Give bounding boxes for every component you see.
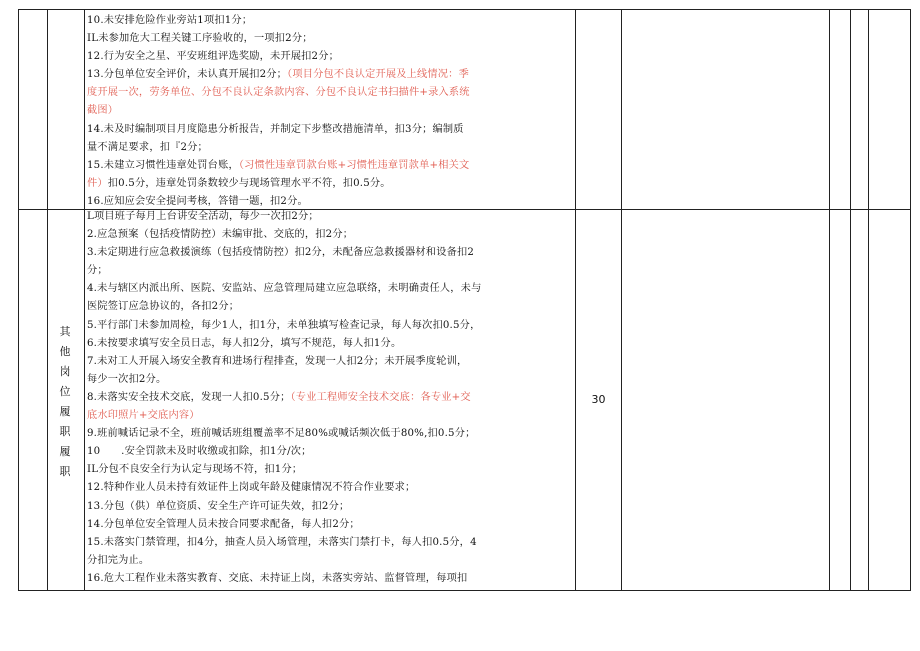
- category-label-vertical: [56, 322, 74, 482]
- criteria-text: 12.特种作业人员未持有效证件上岗或年龄及健康情况不符合作业要求；: [87, 482, 416, 494]
- criteria-line: [87, 407, 575, 425]
- category-label-char: 履: [59, 445, 71, 458]
- category-label-char: 履: [59, 405, 71, 418]
- criteria-line: [87, 425, 575, 443]
- table-top-border: [18, 9, 911, 10]
- criteria-text: 2.应急预案（包括疫情防控）未编审批、交底的，扣2分；: [87, 229, 354, 241]
- criteria-text: 9.班前喊话记录不全，班前喊话班组覆盖率不足80%或喊话频次低于80%,扣0.5分；: [87, 428, 476, 440]
- criteria-text: 7.未对工人开展入场安全教育和进场行程排查，发现一人扣2分；未开展季度轮训，: [87, 355, 468, 367]
- col-border-6: [850, 9, 851, 591]
- criteria-note: 截图）: [87, 105, 119, 117]
- criteria-line: [87, 12, 575, 30]
- category-label-char: 职: [59, 425, 71, 438]
- col-border-7: [868, 9, 869, 591]
- criteria-line: [87, 534, 575, 552]
- criteria-line: [87, 389, 575, 407]
- criteria-note: 件）: [87, 177, 108, 189]
- criteria-line: [87, 48, 575, 66]
- col-border-4: [621, 9, 622, 591]
- criteria-note: 度开展一次，劳务单位、分包不良认定条款内容、分包不良认定书扫描件+录入系统: [87, 87, 470, 99]
- category-label-char: 他: [59, 345, 71, 358]
- criteria-text: 3.未定期进行应急救援演练（包括疫情防控）扣2分，未配备应急救援器材和设备扣2: [87, 247, 475, 259]
- criteria-text: 12.行为安全之星、平安班组评选奖励，未开展扣2分；: [87, 51, 340, 63]
- criteria-text: 8.未落实安全技术交底，发现一人扣0.5分；: [87, 391, 291, 403]
- criteria-text: 扣0.5分，违章处罚条数较少与现场管理水平不符，扣0.5分。: [107, 177, 391, 189]
- criteria-line: [87, 102, 575, 120]
- category-label-char: 位: [59, 385, 71, 398]
- criteria-line: [87, 139, 575, 157]
- criteria-note: （习惯性违章罚款台账+习惯性违章罚款单+相关文: [238, 159, 470, 171]
- criteria-line: [87, 175, 575, 193]
- criteria-text: 14.未及时编制项目月度隐患分析报告，并制定下步整改措施清单，扣3分；编制质: [87, 123, 464, 135]
- criteria-line: [87, 317, 575, 335]
- criteria-line: [87, 66, 575, 84]
- criteria-line: [87, 121, 575, 139]
- criteria-text: IL分包不良安全行为认定与现场不符，扣1分；: [87, 464, 303, 476]
- category-label-char: 岗: [59, 365, 71, 378]
- criteria-line: [87, 570, 575, 588]
- criteria-line: [87, 461, 575, 479]
- criteria-text: 6.未按要求填写安全员日志，每人扣2分，填写不规范，每人扣1分。: [87, 337, 402, 349]
- criteria-line: [87, 30, 575, 48]
- criteria-text: 医院签订应急协议的，各扣2分；: [87, 301, 240, 313]
- criteria-line: [87, 353, 575, 371]
- criteria-line: [87, 516, 575, 534]
- criteria-line: [87, 226, 575, 244]
- criteria-line: [87, 298, 575, 316]
- criteria-cell-lower: [87, 208, 575, 588]
- criteria-text: 16.应知应会安全提问考核，答错一题，扣2分。: [87, 195, 308, 207]
- col-border-3: [575, 9, 576, 591]
- criteria-text: 13.分包单位安全评价，未认真开展扣2分；: [87, 69, 288, 81]
- criteria-text: L项目班子每月上台讲安全活动，每少一次扣2分；: [87, 211, 319, 222]
- col-border-0: [18, 9, 19, 591]
- criteria-line: [87, 208, 575, 226]
- criteria-text: 13.分包（供）单位资质、安全生产许可证失效，扣2分；: [87, 500, 350, 512]
- criteria-line: [87, 443, 575, 461]
- criteria-text: 16.危大工程作业未落实教育、交底、未持证上岗，未落实旁站、监督管理，每项扣: [87, 572, 468, 584]
- criteria-text: 10 .安全罚款未及时收缴或扣除，扣1分/次；: [87, 446, 312, 458]
- criteria-note: （项目分包不良认定开展及上线情况：季: [287, 69, 469, 81]
- col-border-2: [84, 9, 85, 591]
- criteria-line: [87, 280, 575, 298]
- criteria-line: [87, 335, 575, 353]
- criteria-line: [87, 157, 575, 175]
- col-border-1: [47, 9, 48, 591]
- category-label-char: 职: [59, 465, 71, 478]
- table-bottom-border: [18, 590, 911, 591]
- col-border-5: [829, 9, 830, 591]
- criteria-line: [87, 371, 575, 389]
- criteria-text: 14.分包单位安全管理人员未按合同要求配备，每人扣2分；: [87, 518, 360, 530]
- criteria-note: （专业工程师安全技术交底：各专业+交: [290, 391, 471, 403]
- score-value: 30: [591, 393, 606, 406]
- criteria-text: 10.未安排危险作业旁站1项扣1分；: [87, 15, 253, 26]
- criteria-text: 量不满足要求，扣『2分；: [87, 141, 208, 153]
- criteria-text: 分扣完为止。: [87, 554, 150, 566]
- criteria-text: 每少一次扣2分。: [87, 373, 167, 385]
- criteria-line: [87, 244, 575, 262]
- criteria-text: 4.未与辖区内派出所、医院、安监站、应急管理局建立应急联络，未明确责任人，未与: [87, 283, 482, 295]
- criteria-text: 15.未建立习惯性违章处罚台账，: [87, 159, 239, 171]
- col-border-8: [910, 9, 911, 591]
- criteria-line: [87, 479, 575, 497]
- criteria-text: IL未参加危大工程关键工序验收的，一项扣2分；: [87, 33, 313, 45]
- criteria-line: [87, 262, 575, 280]
- criteria-line: [87, 84, 575, 102]
- criteria-line: [87, 552, 575, 570]
- criteria-cell-upper: [87, 12, 575, 211]
- criteria-text: 分；: [87, 265, 108, 277]
- criteria-line: [87, 498, 575, 516]
- criteria-note: 底水印照片+交底内容）: [87, 410, 200, 422]
- criteria-text: 5.平行部门未参加周检，每少1人，扣1分，未单独填写检查记录，每人每次扣0.5分，: [87, 319, 481, 331]
- category-label-char: 其: [59, 325, 71, 338]
- criteria-text: 15.未落实门禁管理，扣4分，抽查人员入场管理，未落实门禁打卡，每人扣0.5分，4: [87, 536, 477, 548]
